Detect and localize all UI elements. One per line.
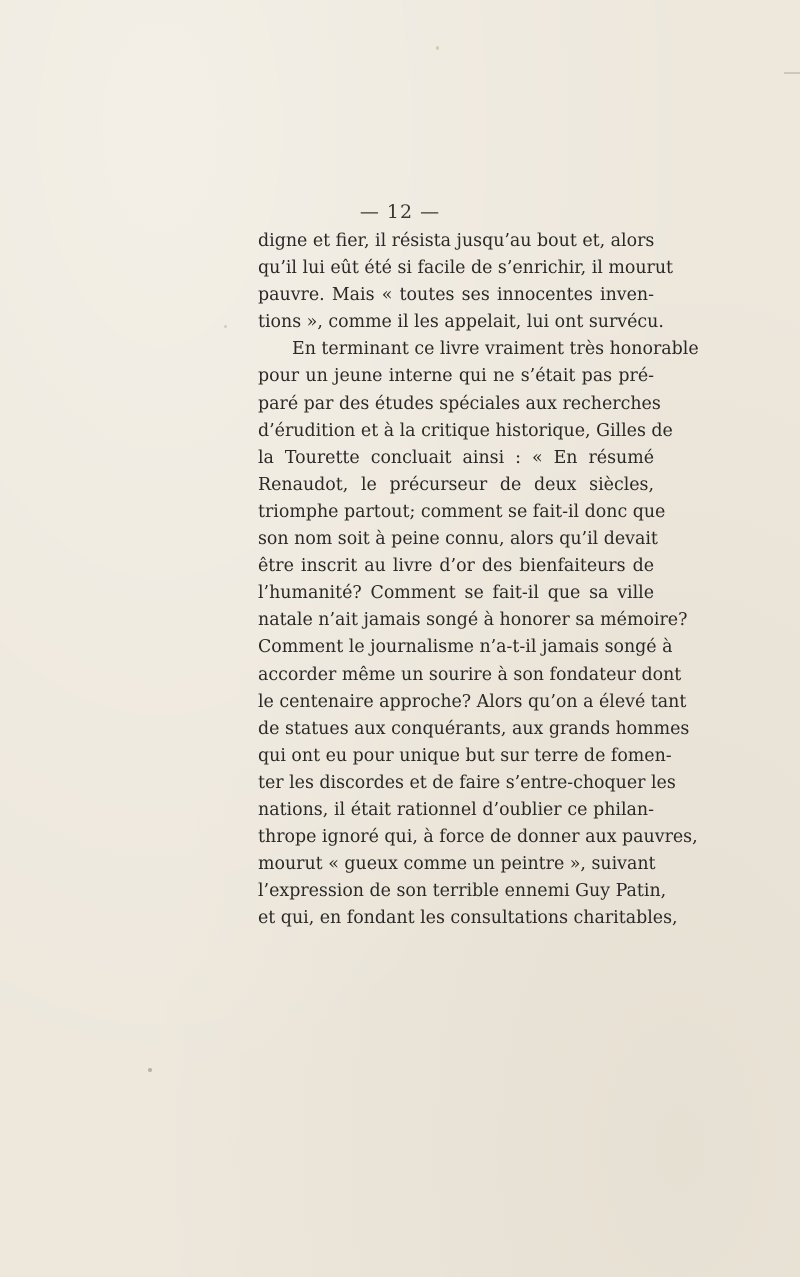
text-line: thrope ignoré qui, à force de donner aux pauvres, (258, 827, 698, 848)
text-line: le centenaire approche? Alors qu’on a élevé tant (258, 691, 687, 712)
paper-speck (224, 325, 227, 328)
text-line: pauvre. Mais « toutes ses innocentes inven- (258, 285, 654, 306)
text-line: d’érudition et à la critique historique, Gilles de (258, 420, 673, 441)
text-line: triomphe partout; comment se fait-il donc que (258, 501, 666, 522)
text-line: l’humanité? Comment se fait-il que sa ville (258, 583, 654, 604)
paper-speck (436, 46, 439, 50)
text-line: la Tourette concluait ainsi : « En résumé (258, 447, 654, 468)
paper-edge-mark (784, 72, 800, 74)
text-line: accorder même un sourire à son fondateur dont (258, 664, 682, 685)
text-line: pour un jeune interne qui ne s’était pas pré- (258, 366, 654, 387)
text-line: de statues aux conquérants, aux grands hommes (258, 718, 690, 739)
text-line: paré par des études spéciales aux recherches (258, 393, 661, 414)
text-line: qu’il lui eût été si facile de s’enrichir, il mourut (258, 258, 674, 279)
text-line: son nom soit à peine connu, alors qu’il devait (258, 529, 658, 550)
text-line: ter les discordes et de faire s’entre-choquer les (258, 772, 676, 793)
text-line: digne et fier, il résista jusqu’au bout et, alors (258, 231, 655, 251)
text-line: natale n’ait jamais songé à honorer sa mémoire? (258, 610, 688, 631)
text-line: qui ont eu pour unique but sur terre de fomen- (258, 745, 672, 766)
page-number: — 12 — (359, 201, 441, 223)
text-line: En terminant ce livre vraiment très honorable (292, 339, 699, 360)
text-line: nations, il était rationnel d’oublier ce philan- (258, 799, 654, 820)
body-text (258, 228, 699, 932)
text-line: Comment le journalisme n’a-t-il jamais songé à (258, 637, 673, 658)
text-line: l’expression de son terrible ennemi Guy Patin, (258, 881, 667, 902)
text-line: et qui, en fondant les consultations charitables, (258, 908, 678, 929)
text-line: Renaudot, le précurseur de deux siècles, (258, 474, 654, 495)
text-line: tions », comme il les appelait, lui ont survécu. (258, 312, 664, 333)
paper-speck (148, 1068, 152, 1072)
text-line: être inscrit au livre d’or des bienfaiteurs de (258, 556, 654, 577)
text-line: mourut « gueux comme un peintre », suivant (258, 854, 656, 875)
